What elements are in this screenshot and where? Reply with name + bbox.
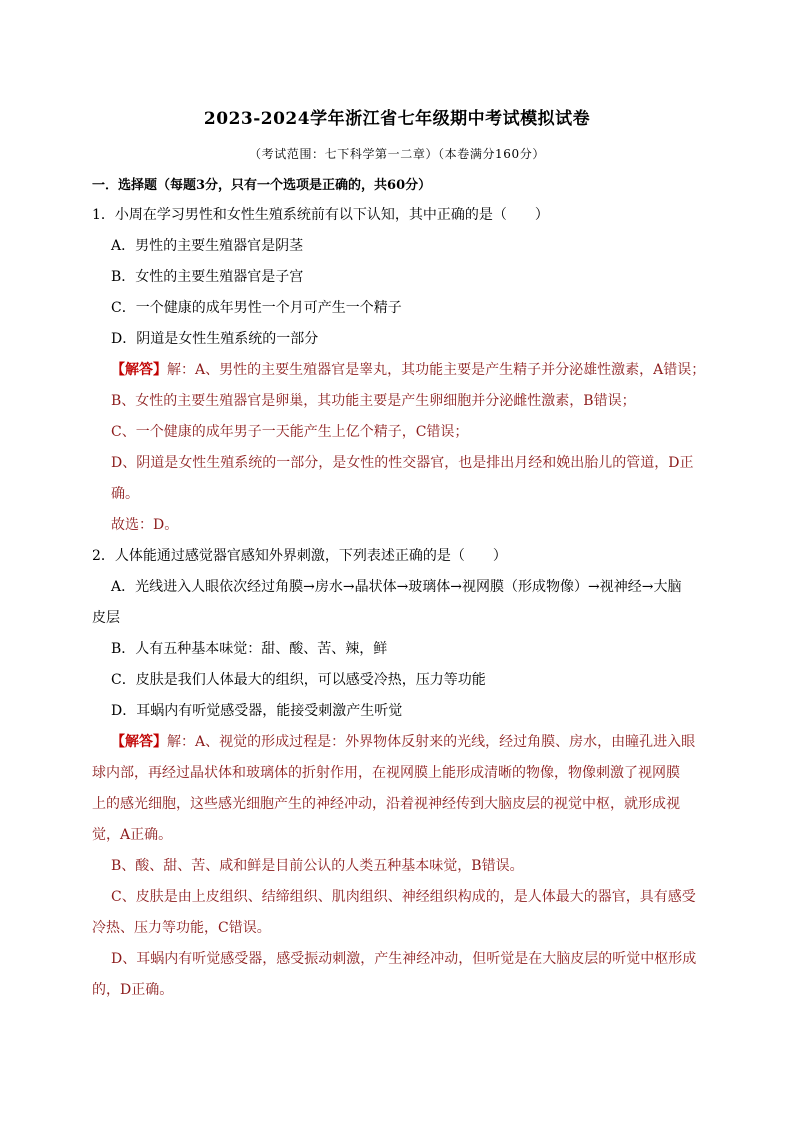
question-2-option-a-continued: 皮层: [92, 610, 120, 626]
question-2-answer-line: 球内部，再经过晶状体和玻璃体的折射作用，在视网膜上能形成清晰的物像，物像刺激了视网膜: [92, 765, 680, 781]
question-1-answer-line: C、一个健康的成年男子一天能产生上亿个精子，C错误；: [111, 424, 469, 440]
exam-scope-subtitle: （考试范围：七下科学第一二章）（本卷满分160分）: [249, 147, 545, 161]
question-1-stem: 1．小周在学习男性和女性生殖系统前有以下认知，其中正确的是（ ）: [92, 207, 549, 223]
question-2-stem: 2．人体能通过感觉器官感知外界刺激，下列表述正确的是（ ）: [92, 548, 507, 564]
question-1-choice: 故选：D。: [111, 517, 179, 533]
question-2-answer-line: 冷热、压力等功能，C错误。: [92, 920, 271, 936]
question-2-option-c: C．皮肤是我们人体最大的组织，可以感受冷热，压力等功能: [111, 672, 486, 688]
section-heading: 一．选择题（每题3分，只有一个选项是正确的，共60分）: [92, 178, 432, 193]
question-2-option-d: D．耳蜗内有听觉感受器，能接受刺激产生听觉: [111, 703, 403, 719]
answer-tag: 【解答】: [111, 734, 167, 750]
question-2-answer-line: C、皮肤是由上皮组织、结缔组织、肌肉组织、神经组织构成的，是人体最大的器官，具有感受: [111, 889, 696, 905]
question-2-answer-line: [111, 733, 695, 751]
question-2-answer-line: 的，D正确。: [92, 982, 174, 998]
question-1-answer-line: D、阴道是女性生殖系统的一部分，是女性的性交器官，也是排出月经和娩出胎儿的管道，D正: [111, 455, 694, 471]
question-1-option-d: D．阴道是女性生殖系统的一部分: [111, 331, 319, 347]
question-2-answer-line: D、耳蜗内有听觉感受器，感受振动刺激，产生神经冲动，但听觉是在大脑皮层的听觉中枢形成: [111, 951, 697, 967]
question-2-option-a: A．光线进入人眼依次经过角膜→房水→晶状体→玻璃体→视网膜（形成物像）→视神经→大脑: [111, 579, 682, 595]
question-2-answer-line: 上的感光细胞，这些感光细胞产生的神经冲动，沿着视神经传到大脑皮层的视觉中枢，就形成视: [92, 796, 680, 812]
question-1-answer-line: [111, 361, 705, 379]
answer-text: 解：A、视觉的形成过程是：外界物体反射来的光线，经过角膜、房水，由瞳孔进入眼: [167, 734, 696, 750]
question-1-option-b: B．女性的主要生殖器官是子宫: [111, 269, 304, 285]
question-2-option-b: B．人有五种基本味觉：甜、酸、苦、辣，鲜: [111, 641, 388, 657]
answer-tag: 【解答】: [111, 362, 167, 378]
question-1-option-a: A．男性的主要生殖器官是阴茎: [111, 238, 304, 254]
question-1-answer-line: 确。: [111, 486, 139, 502]
page-title: 2023-2024学年浙江省七年级期中考试模拟试卷: [203, 109, 591, 129]
question-1-option-c: C．一个健康的成年男性一个月可产生一个精子: [111, 300, 402, 316]
question-2-answer-line: B、酸、甜、苦、咸和鲜是目前公认的人类五种基本味觉，B错误。: [111, 858, 524, 874]
question-2-answer-line: 觉，A正确。: [92, 827, 173, 843]
answer-text: 解：A、男性的主要生殖器官是睾丸，其功能主要是产生精子并分泌雄性激素，A错误；: [167, 362, 706, 378]
question-1-answer-line: B、女性的主要生殖器官是卵巢，其功能主要是产生卵细胞并分泌雌性激素，B错误；: [111, 393, 636, 409]
